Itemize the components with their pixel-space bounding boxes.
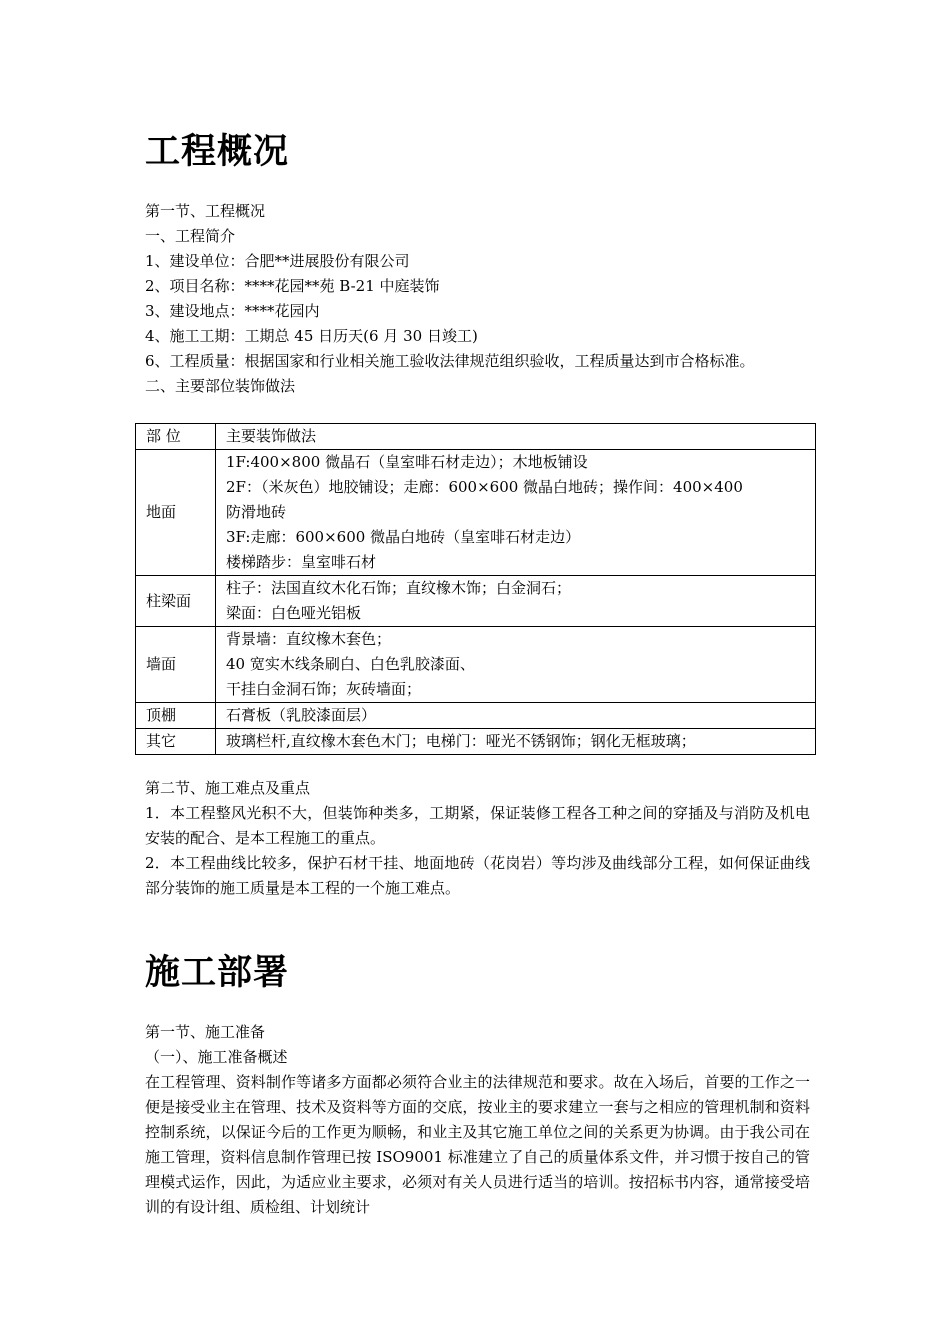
table-row — [136, 703, 816, 729]
project-overview-section — [145, 199, 755, 399]
info-line-project-name: 2、项目名称：****花园**苑 B-21 中庭装饰 — [145, 277, 440, 295]
cell-part: 顶棚 — [136, 703, 216, 729]
cell-part: 墙面 — [136, 627, 216, 703]
cell-line: 背景墙：直纹橡木套色； — [226, 630, 392, 648]
cell-part: 地面 — [136, 450, 216, 576]
section-heading: 第一节、施工准备 — [145, 1023, 266, 1041]
cell-method — [216, 729, 816, 755]
table-row — [136, 627, 816, 703]
info-line-duration: 4、施工工期：工期总 45 日历天(6 月 30 日竣工) — [145, 327, 478, 345]
info-line-location: 3、建设地点：****花园内 — [145, 302, 320, 320]
section-heading: 第一节、工程概况 — [145, 202, 266, 220]
cell-method — [216, 450, 816, 576]
chapter-title-construction-deployment: 施工部署 — [145, 952, 290, 993]
header-cell-method: 主要装饰做法 — [216, 424, 816, 450]
cell-part: 其它 — [136, 729, 216, 755]
info-line-client: 1、建设单位：合肥**进展股份有限公司 — [145, 252, 410, 270]
cell-line: 柱子：法国直纹木化石饰；直纹橡木饰；白金洞石； — [226, 579, 572, 597]
cell-line: 石膏板（乳胶漆面层） — [226, 706, 377, 724]
cell-line: 楼梯踏步：皇室啡石材 — [226, 553, 377, 571]
table-row — [136, 729, 816, 755]
cell-line: 2F：（米灰色）地胶铺设；走廊：600×600 微晶白地砖；操作间：400×400 — [226, 478, 743, 496]
subsection-heading: 一、工程简介 — [145, 227, 236, 245]
cell-method — [216, 576, 816, 627]
paragraph: 在工程管理、资料制作等诸多方面都必须符合业主的法律规范和要求。故在入场后，首要的工作之一便是接受业主在管理、技术及资料等方面的交底，按业主的要求建立一套与之相应的管理机制和资料控制系统，以保证今后的工作更为顺畅，和业主及其它施工单位之间的关系更为协调。由于我公司在施工管理，资料信息制作管理已按 ISO9001 标准建立了自己的质量体系文件，并习惯于按自己的管理模式运作，因此，为适应业主要求，必须对有关人员进行适当的培训。按招标书内容，通常接受培训的有设计组、质检组、计划统计 — [145, 1073, 810, 1216]
cell-line: 梁面：白色哑光铝板 — [226, 604, 362, 622]
subsection-heading: （一）、施工准备概述 — [145, 1048, 288, 1066]
construction-prep-section — [145, 1020, 810, 1220]
cell-line: 干挂白金洞石饰；灰砖墙面； — [226, 680, 422, 698]
cell-part: 柱梁面 — [136, 576, 216, 627]
paragraph: 1．本工程整风光积不大，但装饰种类多，工期紧，保证装修工程各工种之间的穿插及与消防及机电安装的配合、是本工程施工的重点。 — [145, 804, 810, 847]
cell-line: 玻璃栏杆,直纹橡木套色木门；电梯门：哑光不锈钢饰；钢化无框玻璃； — [226, 732, 696, 750]
table-row — [136, 576, 816, 627]
decoration-methods-table — [135, 423, 816, 755]
table-row — [136, 450, 816, 576]
info-line-quality: 6、工程质量：根据国家和行业相关施工验收法律规范组织验收，工程质量达到市合格标准。 — [145, 352, 755, 370]
table-header-row — [136, 424, 816, 450]
cell-line: 1F:400×800 微晶石（皇室啡石材走边）；木地板铺设 — [226, 453, 588, 471]
chapter-title-project-overview: 工程概况 — [145, 131, 290, 172]
cell-line: 40 宽实木线条刷白、白色乳胶漆面、 — [226, 655, 475, 673]
cell-method — [216, 627, 816, 703]
subsection-heading: 二、主要部位装饰做法 — [145, 377, 296, 395]
cell-line: 防滑地砖 — [226, 503, 287, 521]
cell-method — [216, 703, 816, 729]
cell-line: 3F:走廊：600×600 微晶白地砖（皇室啡石材走边） — [226, 528, 581, 546]
header-cell-part: 部 位 — [136, 424, 216, 450]
difficulties-section — [145, 776, 810, 901]
section-heading: 第二节、施工难点及重点 — [145, 779, 311, 797]
paragraph: 2．本工程曲线比较多，保护石材干挂、地面地砖（花岗岩）等均涉及曲线部分工程，如何保证曲线部分装饰的施工质量是本工程的一个施工难点。 — [145, 854, 810, 897]
